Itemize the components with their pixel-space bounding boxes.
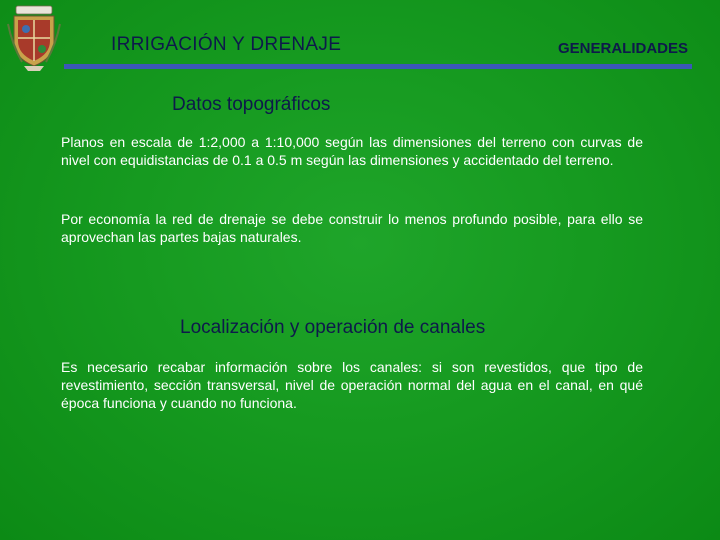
paragraph-canal-info: Es necesario recabar información sobre los canales: si son revestidos, que tipo de revestimiento, sección transversal, nivel de operación normal del agua en el canal, en qué época funciona y cuando no funciona. (61, 359, 643, 411)
section-heading-canals: Localización y operación de canales (180, 317, 486, 338)
paragraph-drainage-economy: Por economía la red de drenaje se debe construir lo menos profundo posible, para ello se aprovechan las partes bajas naturales. (61, 211, 643, 245)
header-divider (64, 64, 692, 69)
coat-of-arms-icon (6, 4, 62, 72)
paragraph-topographic-plans: Planos en escala de 1:2,000 a 1:10,000 según las dimensiones del terreno con curvas de nivel con equidistancias de 0.1 a 0.5 m según las dimensiones y accidentado del terreno. (61, 134, 643, 168)
presentation-title: IRRIGACIÓN Y DRENAJE (111, 34, 342, 55)
section-label: GENERALIDADES (557, 40, 688, 57)
section-heading-topographic: Datos topográficos (172, 94, 331, 115)
